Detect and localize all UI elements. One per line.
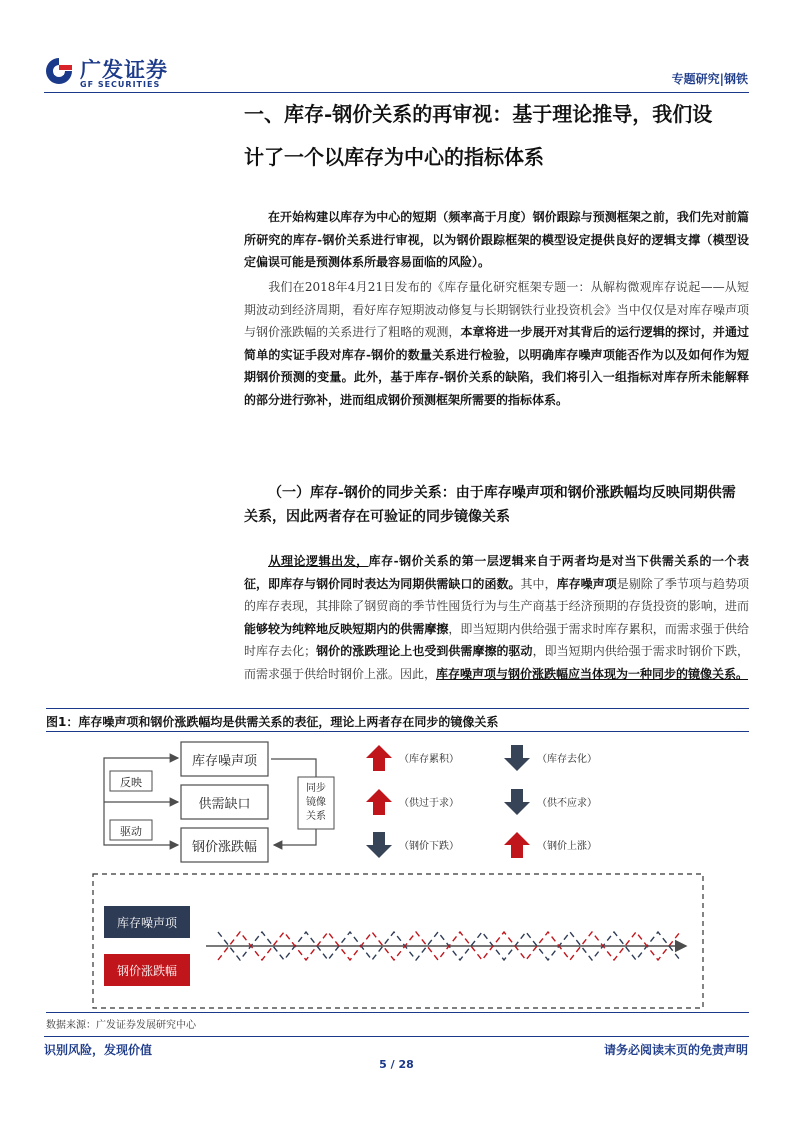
paragraph-2-bold: 本章将进一步展开对其背后的运行逻辑的探讨，并通过简单的实证手段对库存-钢价的数量关系进行检验，以明确库存噪声项能否作为以及如何作为短期钢价预测的变量。此外，基于库存-钢价关系的缺陷，我们将引入一组指标对库存所未能解释的部分进行弥补，进而组成钢价预测框架所需要的指标体系。 xyxy=(244,325,749,407)
gf-logo-icon xyxy=(44,56,74,86)
arrow-label: （供过于求） xyxy=(399,798,459,809)
paragraph-2-normal: 我们在2018年4月21日发布的《库存量化研究框架专题一：从解构微观库存说起——从短期波动到经济周期，看好库存短期波动修复与长期钢铁行业投资机会》当中仅仅是对库存噪声项与钢价涨跌幅的关系进行了粗略的观测， xyxy=(244,280,749,339)
p3-underline-bold: 从理论逻辑出发， xyxy=(268,554,369,568)
arrow-label: （钢价下跌） xyxy=(399,841,459,852)
mirror-panel-border xyxy=(93,874,703,1008)
legend-price-label: 钢价涨跌幅 xyxy=(116,964,178,978)
subsection-title xyxy=(244,481,749,529)
footer-disclaimer: 请务必阅读末页的免责声明 xyxy=(603,1043,748,1057)
legend-inventory-label: 库存噪声项 xyxy=(116,916,178,930)
arrow-label: （钢价上涨） xyxy=(537,841,597,852)
footer-divider xyxy=(44,1036,749,1037)
p3-normal4: ，即当短期内供给强于需求时钢价下跌，而需求强于供给时钢价上涨。因此， xyxy=(244,644,749,681)
arrow-label: （库存去化） xyxy=(537,754,597,765)
section-title-line1: 一、库存-钢价关系的再审视：基于理论推导，我们设 xyxy=(244,102,713,126)
up-arrow-icon xyxy=(504,832,530,858)
box-steel-price-change xyxy=(181,828,268,862)
p3-bold1: 库存-钢价关系的第一层逻辑来自于两者均是对当下供需关系的一个表征，即库存与钢价同时表达为同期供需缺口的函数。 xyxy=(244,554,749,591)
report-tag: 专题研究|钢铁 xyxy=(671,72,748,86)
page-number: 5 / 28 xyxy=(379,1058,414,1071)
p3-bold2: 库存噪声项 xyxy=(556,576,617,591)
arrow-undersupply xyxy=(504,789,597,815)
figure-title: 图1：库存噪声项和钢价涨跌幅均是供需关系的表征，理论上两者存在同步的镜像关系 xyxy=(46,715,499,729)
arrow-price-up xyxy=(504,832,597,858)
footer-slogan: 识别风险，发现价值 xyxy=(44,1043,153,1057)
p3-bold3: 能够较为纯粹地反映短期内的供需摩擦 xyxy=(244,621,449,636)
p3-normal1: 其中， xyxy=(520,576,557,591)
down-arrow-icon xyxy=(504,789,530,815)
figure-title-rule xyxy=(46,731,749,732)
arrow-indicators xyxy=(366,745,597,858)
legend-steel-price xyxy=(104,954,190,986)
data-source: 数据来源：广发证券发展研究中心 xyxy=(46,1020,196,1031)
up-arrow-icon xyxy=(366,745,392,771)
p3-normal2: 是剔除了季节项与趋势项的库存表现，其排除了钢贸商的季节性囤货行为与生产商基于经济预期的存货投资的影响，进而 xyxy=(244,576,749,613)
paragraph-3 xyxy=(244,550,749,685)
legend-inventory-noise xyxy=(104,906,190,938)
header-divider xyxy=(44,92,749,93)
arrow-oversupply xyxy=(366,789,459,815)
figure-top-rule xyxy=(46,708,749,709)
arrow-label: （库存累积） xyxy=(399,754,459,765)
down-arrow-icon xyxy=(366,832,392,858)
arrow-inventory-accumulate xyxy=(366,745,459,771)
p3-bold4: 钢价的涨跌理论上也受到供需摩擦的驱动 xyxy=(316,644,533,658)
box-gap-label: 供需缺口 xyxy=(198,797,251,812)
figure-bottom-rule xyxy=(46,1012,749,1013)
figure-diagram xyxy=(46,734,749,1014)
label-drive xyxy=(110,820,152,840)
paragraph-2 xyxy=(244,276,749,411)
box-inventory-label: 库存噪声项 xyxy=(191,754,258,769)
box-inventory-noise xyxy=(181,742,268,776)
section-title-line2: 计了一个以库存为中心的指标体系 xyxy=(244,145,544,169)
label-drive-text: 驱动 xyxy=(120,825,142,838)
label-sync-mirror xyxy=(298,777,334,829)
subsection-title-text: （一）库存-钢价的同步关系：由于库存噪声项和钢价涨跌幅均反映同期供需关系，因此两者存在可验证的同步镜像关系 xyxy=(244,485,736,525)
label-sync-text: 同步镜像关系 xyxy=(306,783,326,822)
company-name-en: GF SECURITIES xyxy=(80,80,161,89)
box-supply-demand-gap xyxy=(181,785,268,819)
label-reflect-text: 反映 xyxy=(120,776,142,789)
arrow-label: （供不应求） xyxy=(537,798,597,809)
arrow-inventory-destock xyxy=(504,745,597,771)
p3-bold-underline: 库存噪声项与钢价涨跌幅应当体现为一种同步的镜像关系。 xyxy=(436,666,749,681)
box-price-label: 钢价涨跌幅 xyxy=(191,840,258,855)
p3-normal3: ，即当短期内供给强于需求时库存累积，而需求强于供给时库存去化； xyxy=(244,621,749,658)
up-arrow-icon xyxy=(366,789,392,815)
down-arrow-icon xyxy=(504,745,530,771)
company-name-cn: 广发证券 xyxy=(80,58,168,82)
arrow-price-down xyxy=(366,832,459,858)
paragraph-1-bold: 在开始构建以库存为中心的短期（频率高于月度）钢价跟踪与预测框架之前，我们先对前篇所研究的库存-钢价关系进行审视，以为钢价跟踪框架的模型设定提供良好的逻辑支撑（模型设定偏误可能是预测体系所最容易面临的风险）。 xyxy=(244,210,749,269)
paragraph-1 xyxy=(244,206,749,274)
label-reflect xyxy=(110,771,152,791)
